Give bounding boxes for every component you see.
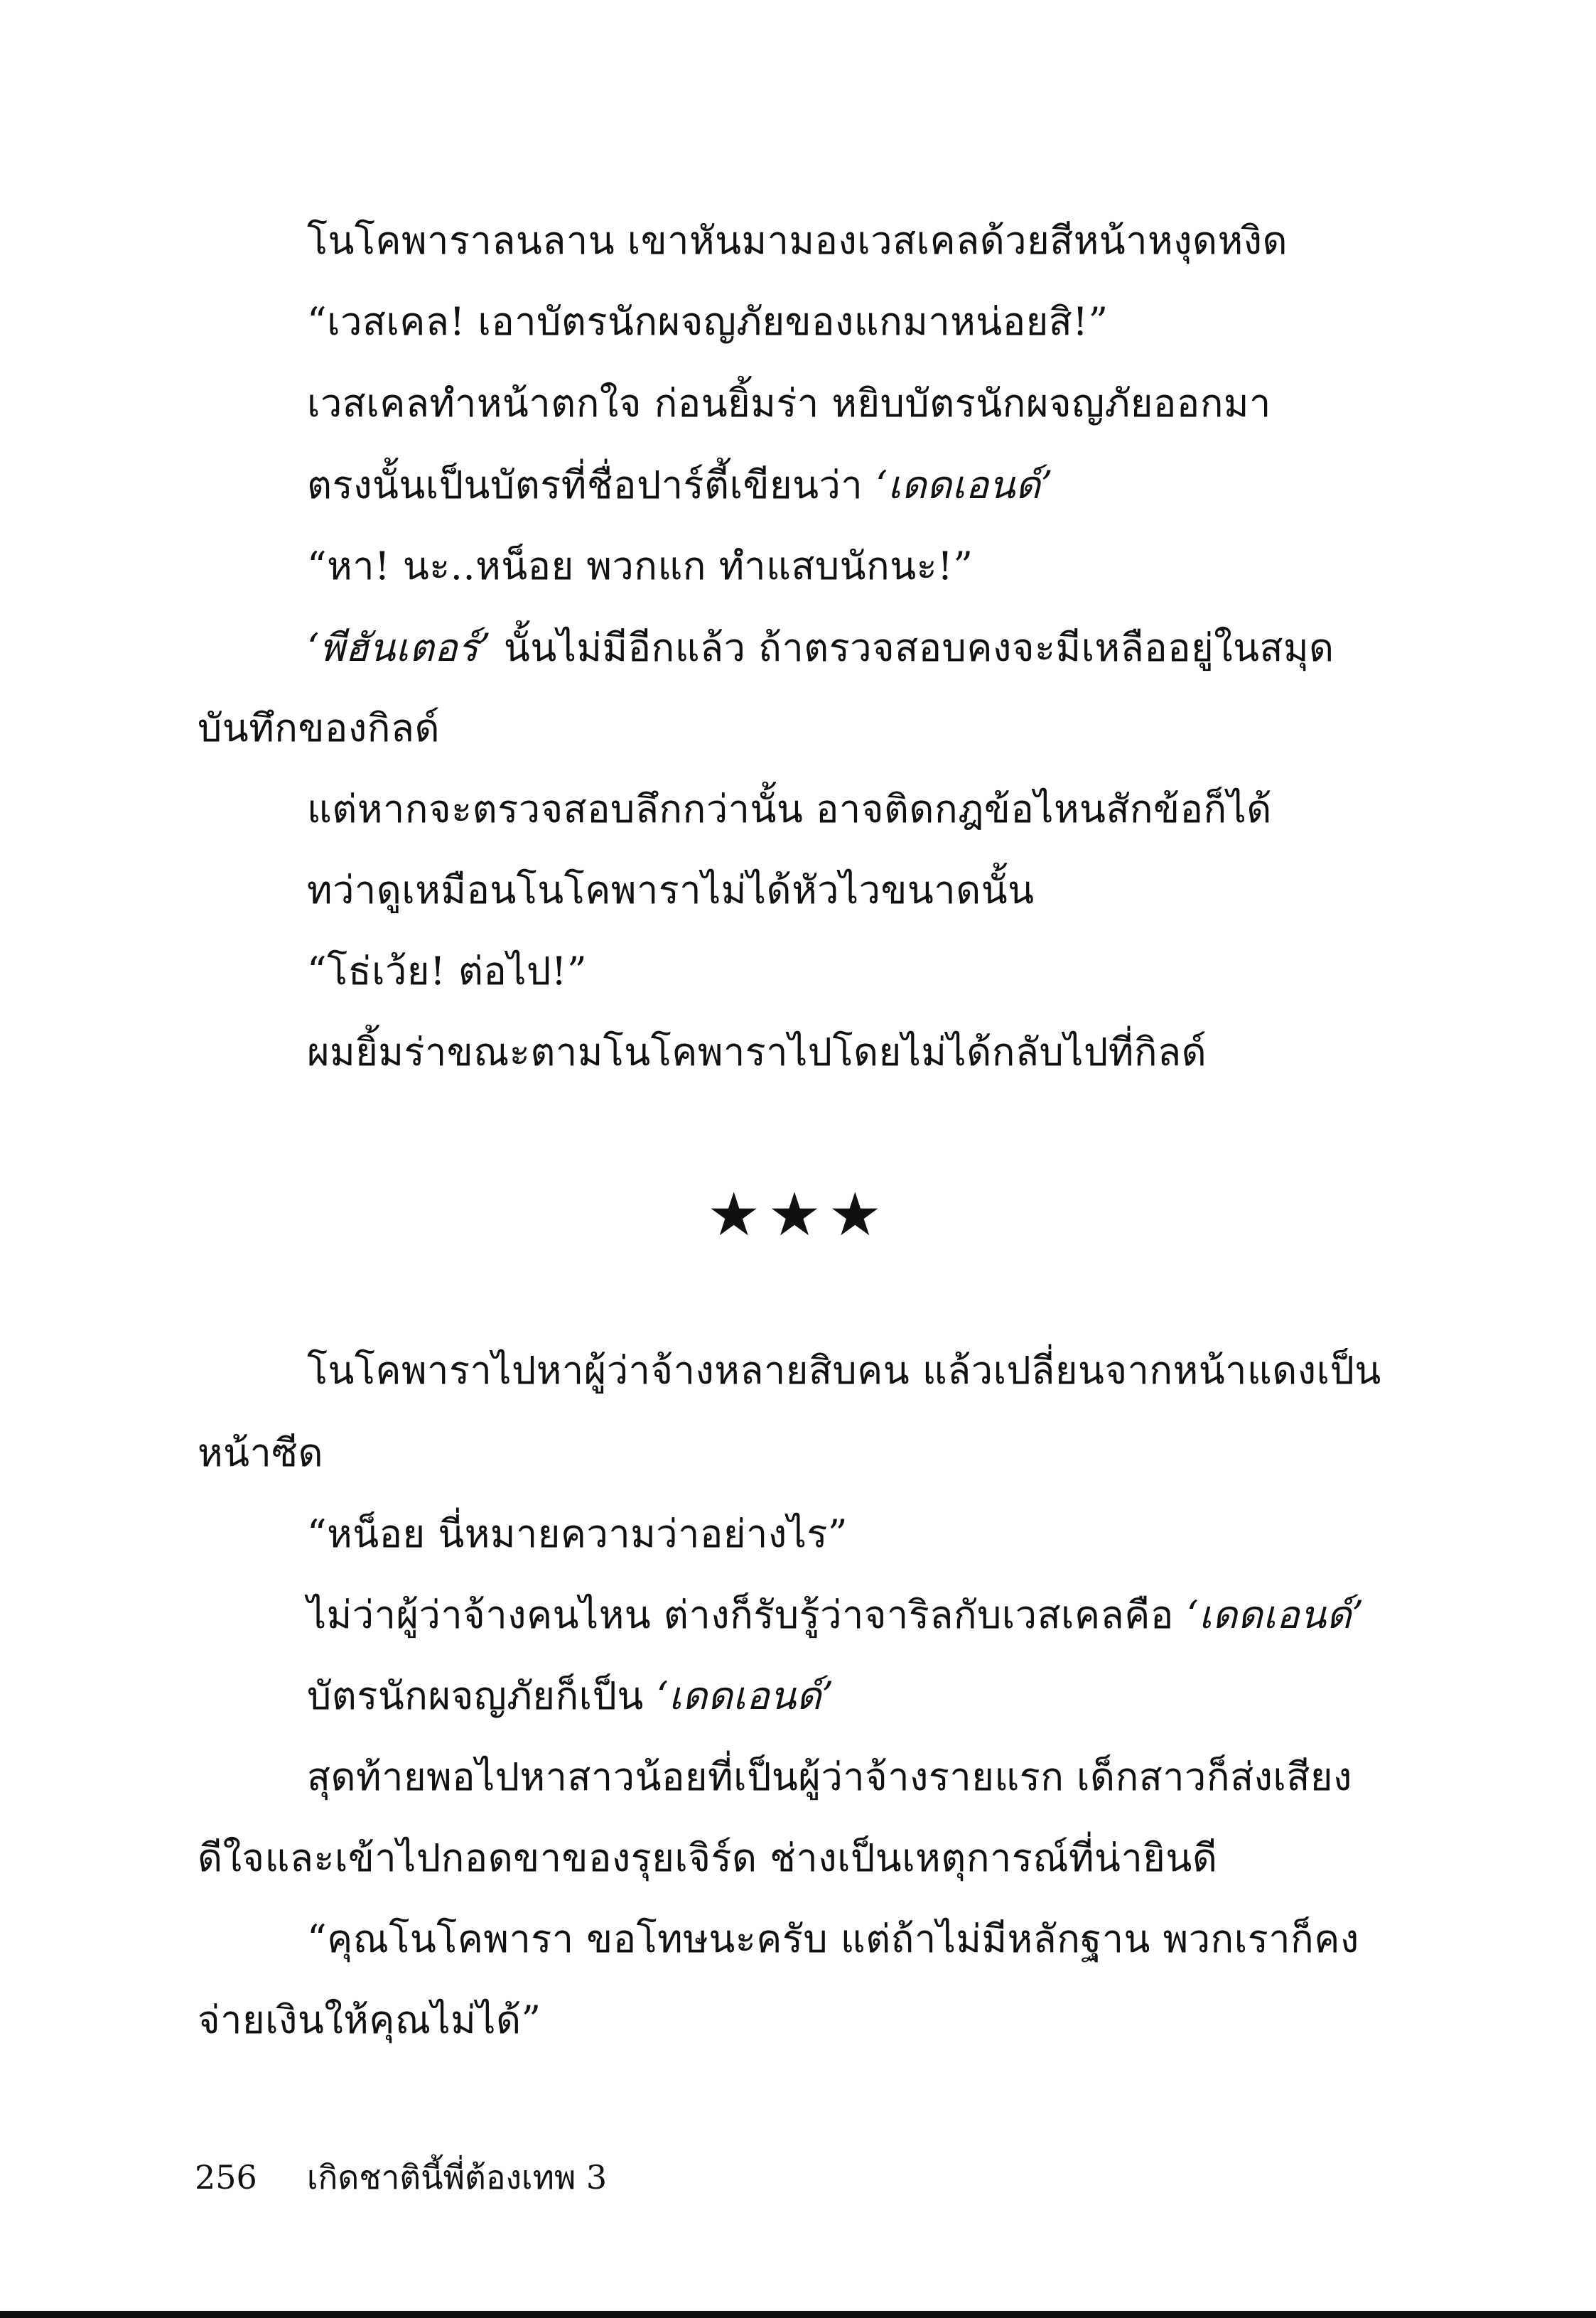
dialogue-line: “เวสเคล! เอาบัตรนักผจญภัยของแกมาหน่อยสิ!” [307,299,1109,344]
italic-party-name: ‘เดดเอนด์’ [1186,1592,1364,1637]
italic-party-name: ‘เดดเอนด์’ [875,463,1054,507]
text-span: นั้นไม่มีอีกแล้ว ถ้าตรวจสอบคงจะมีเหลืออยู่ในสมุด [491,625,1335,670]
dialogue-line: “หน็อย นี่หมายความว่าอย่างไร” [307,1511,848,1556]
page-number: 256 [195,2158,257,2196]
paragraph-line: เวสเคลทำหน้าตกใจ ก่อนยิ้มร่า หยิบบัตรนักผจญภัยออกมา [307,381,1271,426]
book-title: เกิดชาตินี้พี่ต้องเทพ 3 [306,2158,608,2196]
page-footer [195,2156,607,2199]
paragraph-line [307,1671,834,1721]
bottom-edge-rule [0,2311,1596,2318]
paragraph-line [307,623,1335,673]
paragraph-line: แต่หากจะตรวจสอบลึกกว่านั้น อาจติดกฎข้อไหนสักข้อก็ได้ [307,787,1272,831]
paragraph-line: ทว่าดูเหมือนโนโคพาราไม่ได้หัวไวขนาดนั้น [307,868,1035,912]
paragraph-line: หน้าซีด [198,1430,324,1475]
text-span: ตรงนั้นเป็นบัตรที่ชื่อปาร์ตี้เขียนว่า [307,463,875,507]
paragraph-line: ดีใจและเข้าไปกอดขาของรุยเจิร์ด ช่างเป็นเหตุการณ์ที่น่ายินดี [198,1835,1218,1880]
scene-separator: ★★★ [707,1180,889,1249]
paragraph-line: โนโคพาราลนลาน เขาหันมามองเวสเคลด้วยสีหน้าหงุดหงิด [307,218,1288,263]
dialogue-line: “โธ่เว้ย! ต่อไป!” [307,949,588,993]
paragraph-line: ผมยิ้มร่าขณะตามโนโคพาราไปโดยไม่ได้กลับไปที่กิลด์ [307,1030,1207,1074]
text-span: ไม่ว่าผู้ว่าจ้างคนไหน ต่างก็รับรู้ว่าจาริลกับเวสเคลคือ [307,1592,1187,1637]
dialogue-line: จ่ายเงินให้คุณไม่ได้” [198,1998,541,2042]
italic-party-name: ‘พีฮันเตอร์’ [307,625,492,670]
italic-party-name: ‘เดดเอนด์’ [656,1673,834,1718]
text-span: บัตรนักผจญภัยก็เป็น [307,1673,657,1718]
paragraph-line [307,460,1053,510]
paragraph-line: โนโคพาราไปหาผู้ว่าจ้างหลายสิบคน แล้วเปลี่ยนจากหน้าแดงเป็น [307,1348,1381,1393]
paragraph-line [307,1590,1364,1640]
dialogue-line: “คุณโนโคพารา ขอโทษนะครับ แต่ถ้าไม่มีหลักฐาน พวกเราก็คง [307,1917,1359,1961]
dialogue-line: “หา! นะ..หน็อย พวกแก ทำแสบนักนะ!” [307,544,974,588]
paragraph-line: สุดท้ายพอไปหาสาวน้อยที่เป็นผู้ว่าจ้างรายแรก เด็กสาวก็ส่งเสียง [307,1754,1352,1799]
paragraph-line: บันทึกของกิลด์ [198,706,441,750]
